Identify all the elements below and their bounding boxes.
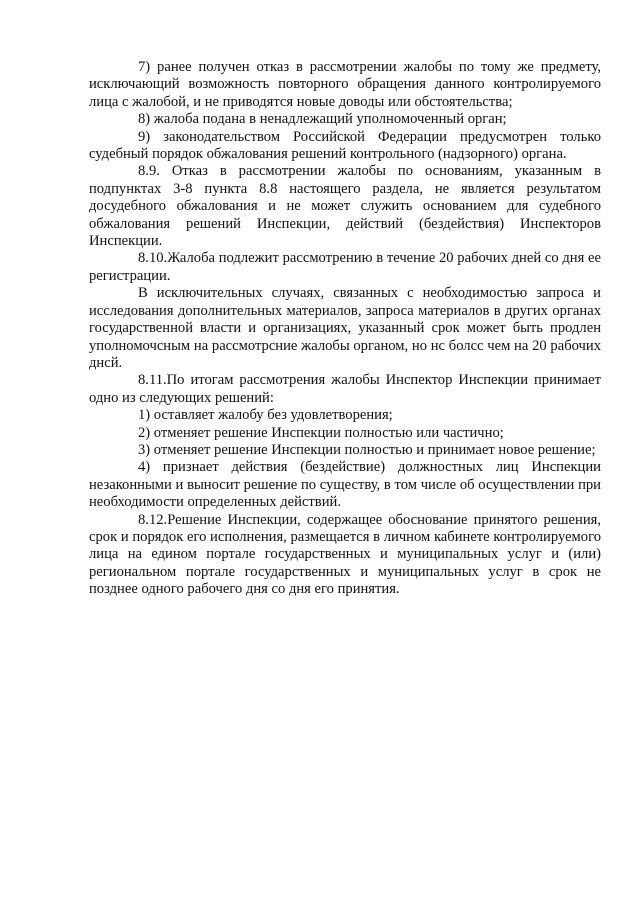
paragraph-exceptional-cases: В исключительных случаях, связанных с необходимостью запроса и исследования дополнительных материалов, запроса материалов в других органах государственной власти и организациях, указанный срок может быть продлен уполномочсным на рассмотрсние жалобы органом, но нс болсс чем на 20 рабочих днсй. <box>89 285 601 371</box>
paragraph-8-9: 8.9. Отказ в рассмотрении жалобы по основаниям, указанным в подпунктах 3-8 пункта 8.8 настоящего раздела, не является результатом досудебного обжалования и не может служить основанием для судебного обжалования решений Инспекции, действий (бездействия) Инспекторов Инспекции. <box>89 163 601 250</box>
decision-option-3: 3) отменяет решение Инспекции полностью и принимает новое решение; <box>138 441 596 458</box>
decision-option-1: 1) оставляет жалобу без удовлетворения; <box>138 407 393 424</box>
paragraph-item-7: 7) ранее получен отказ в рассмотрении жалобы по тому же предмету, исключающий возможность повторного обращения данного контролируемого лица с жалобой, и не приводятся новые доводы или обстоятельства; <box>89 59 601 110</box>
decision-option-4: 4) признает действия (бездействие) должностных лиц Инспекции незаконными и выносит решение по существу, в том числе об осуществлении при необходимости определенных действий. <box>89 459 601 511</box>
document-body <box>89 59 601 599</box>
paragraph-item-8: 8) жалоба подана в ненадлежащий уполномоченный орган; <box>138 111 507 128</box>
decision-option-2: 2) отменяет решение Инспекции полностью или частично; <box>138 424 504 441</box>
paragraph-8-11: 8.11.По итогам рассмотрения жалобы Инспектор Инспекции принимает одно из следующих решений: <box>89 372 601 406</box>
paragraph-item-9: 9) законодательством Российской Федерации предусмотрен только судебный порядок обжалования решений контрольного (надзорного) органа. <box>89 128 601 163</box>
paragraph-8-12: 8.12.Решение Инспекции, содержащее обоснование принятого решения, срок и порядок его исполнения, размещается в личном кабинете контролируемого лица на едином портале государственных и муниципальных услуг и (или) региональном портале государственных и муниципальных услуг в срок не позднее одного рабочего дня со дня его принятия. <box>89 511 601 598</box>
paragraph-8-10: 8.10.Жалоба подлежит рассмотрению в течение 20 рабочих дней со дня ее регистрации. <box>89 250 601 284</box>
